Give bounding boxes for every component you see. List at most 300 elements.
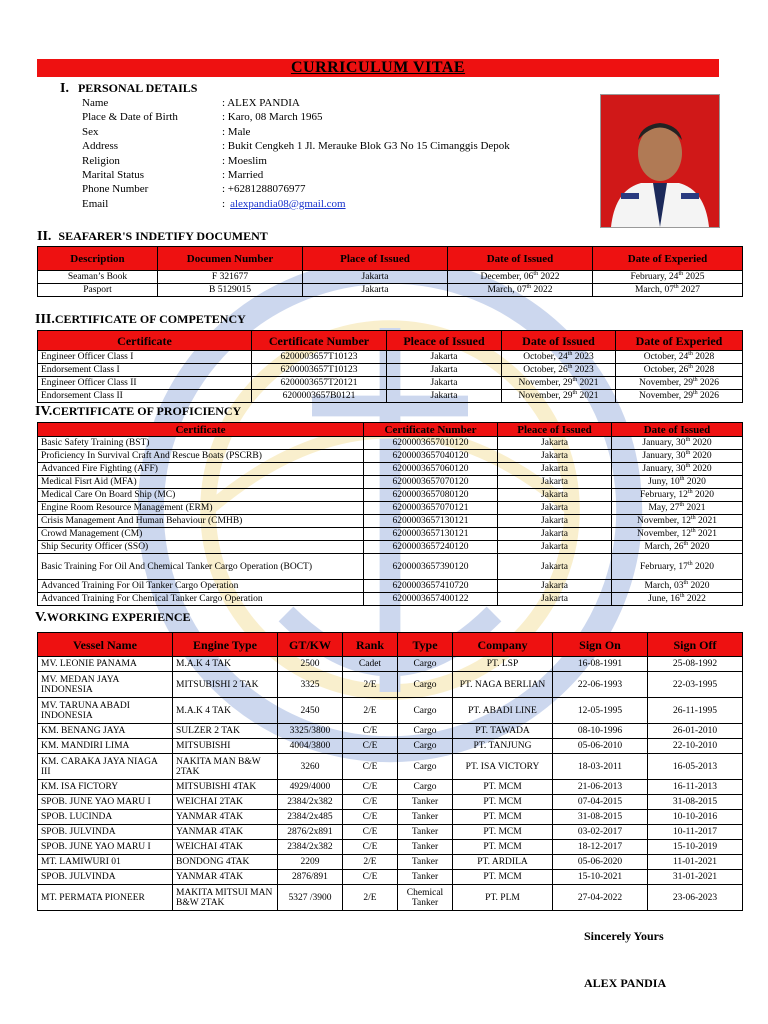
vessel-type: Tanker [398,810,453,825]
sign-off: 11-01-2021 [648,855,743,870]
certificate-name: Crowd Management (CM) [38,528,364,541]
ordinal-suffix: th [687,560,693,567]
sign-off: 31-08-2015 [648,795,743,810]
column-header: Certificate Number [252,331,387,351]
doc-expired: February, 24th 2025 [593,271,743,284]
section-title: PERSONAL DETAILS [77,81,198,95]
sign-off: 25-08-1992 [648,657,743,672]
certificate-place: Jakarta [498,489,612,502]
column-header: Date of Experied [593,247,743,271]
rank: C/E [343,870,398,885]
certificate-name: Advanced Fire Fighting (AFF) [38,463,364,476]
engine-type: WEICHAI 4TAK [173,840,278,855]
section-experience-heading [35,610,191,626]
ordinal-suffix: th [567,350,573,357]
company: PT. MCM [453,810,553,825]
sign-on: 22-06-1993 [553,672,648,698]
certificate-number: 6200003657070120 [364,476,498,489]
sign-on: 18-12-2017 [553,840,648,855]
vessel-type: Chemical Tanker [398,885,453,911]
ordinal-suffix: th [567,363,573,370]
table-row [38,364,743,377]
certificate-number: 6200003657070121 [364,502,498,515]
certificate-name: Basic Training For Oil And Chemical Tanker Cargo Operation (BOCT) [38,554,364,580]
sign-off: 31-01-2021 [648,870,743,885]
certificate-name: Medical Care On Board Ship (MC) [38,489,364,502]
vessel-name: MT. PERMATA PIONEER [38,885,173,911]
certificate-issued: November, 12th 2021 [612,528,743,541]
ordinal-suffix: th [683,540,689,547]
section-title: SEAFARER'S INDETIFY DOCUMENT [58,229,268,243]
ordinal-suffix: th [679,501,685,508]
column-header: Date of Issued [612,423,743,437]
email-link[interactable]: alexpandia08@gmail.com [230,197,346,210]
certificate-issued: January, 30th 2020 [612,463,743,476]
certificate-number: 6200003657010120 [364,437,498,450]
field-label: Name [82,97,109,109]
ordinal-suffix: th [685,436,691,443]
sign-off: 16-05-2013 [648,754,743,780]
proficiency-table [37,422,743,606]
rank: 2/E [343,672,398,698]
column-header: Engine Type [173,633,278,657]
section-title: CERTIFICATE OF COMPETENCY [54,312,246,326]
certificate-place: Jakarta [498,502,612,515]
field-value: : Karo, 08 March 1965 [222,111,323,124]
ordinal-suffix: th [685,462,691,469]
gt-kw: 3325/3800 [278,724,343,739]
page-title: CURRICULUM VITAE [37,59,719,77]
certificate-place: Jakarta [498,554,612,580]
rank: C/E [343,825,398,840]
table-row [38,698,743,724]
section-number: IV. [35,404,53,419]
certificate-number: 6200003657130121 [364,515,498,528]
certificate-issued: March, 26th 2020 [612,541,743,554]
table-row [38,271,743,284]
company: PT. MCM [453,795,553,810]
engine-type: MITSUBISHI [173,739,278,754]
ordinal-suffix: th [572,389,578,396]
certificate-name: Endorsement Class I [38,364,252,377]
gt-kw: 3260 [278,754,343,780]
sign-on: 05-06-2020 [553,855,648,870]
sign-off: 23-06-2023 [648,885,743,911]
column-header: Date of Issued [502,331,616,351]
certificate-number: 6200003657B0121 [252,390,387,403]
certificate-place: Jakarta [498,515,612,528]
certificate-place: Jakarta [387,390,502,403]
vessel-type: Tanker [398,795,453,810]
personal-row [82,154,510,168]
ordinal-suffix: th [683,579,689,586]
certificate-place: Jakarta [498,541,612,554]
sign-off: 16-11-2013 [648,780,743,795]
engine-type: NAKITA MAN B&W 2TAK [173,754,278,780]
ordinal-suffix: th [690,527,696,534]
engine-type: YANMAR 4TAK [173,870,278,885]
field-value: : Male [222,125,251,138]
certificate-issued: May, 27th 2021 [612,502,743,515]
rank: C/E [343,795,398,810]
signature-name: ALEX PANDIA [584,976,667,990]
field-label: Sex [82,125,99,138]
sign-off: 22-10-2010 [648,739,743,754]
section-title: WORKING EXPERIENCE [46,610,191,624]
certificate-number: 6200003657T10123 [252,364,387,377]
table-row [38,351,743,364]
certificate-issued: November, 29th 2021 [502,377,616,390]
gt-kw: 2876/891 [278,870,343,885]
table-row [38,463,743,476]
certificate-issued: February, 17th 2020 [612,554,743,580]
personal-row [82,96,510,110]
doc-description: Seaman’s Book [38,271,158,284]
table-row [38,377,743,390]
table-row [38,825,743,840]
field-value: : Moeslim [222,154,267,167]
gt-kw: 3325 [278,672,343,698]
profile-photo [600,94,720,228]
engine-type: WEICHAI 2TAK [173,795,278,810]
company: PT. MCM [453,840,553,855]
ordinal-suffix: th [690,514,696,521]
certificate-issued: February, 12th 2020 [612,489,743,502]
gt-kw: 2450 [278,698,343,724]
certificate-name: Proficiency In Survival Craft And Rescue Boats (PSCRB) [38,450,364,463]
header-row [38,331,743,351]
table-row [38,515,743,528]
gt-kw: 2384/2x485 [278,810,343,825]
table-row [38,810,743,825]
ordinal-suffix: th [679,592,685,599]
table-row [38,739,743,754]
rank: Cadet [343,657,398,672]
section-seafarer-heading [37,229,268,245]
column-header: Certificate [38,331,252,351]
engine-type: YANMAR 4TAK [173,810,278,825]
column-header: GT/KW [278,633,343,657]
certificate-number: 6200003657400122 [364,593,498,606]
field-label: Religion [82,154,120,167]
certificate-name: Endorsement Class II [38,390,252,403]
company: PT. PLM [453,885,553,911]
field-label: Email [82,197,109,210]
certificate-number: 6200003657240120 [364,541,498,554]
sign-on: 21-06-2013 [553,780,648,795]
vessel-name: KM. CARAKA JAYA NIAGA III [38,754,173,780]
company: PT. TAWADA [453,724,553,739]
company: PT. NAGA BERLIAN [453,672,553,698]
rank: C/E [343,810,398,825]
field-value: : [222,197,226,210]
sign-on: 31-08-2015 [553,810,648,825]
table-row [38,795,743,810]
vessel-name: KM. ISA FICTORY [38,780,173,795]
certificate-expired: November, 29th 2026 [616,377,743,390]
personal-row [82,182,510,196]
ordinal-suffix: th [526,283,532,290]
table-row [38,450,743,463]
certificate-place: Jakarta [498,580,612,593]
field-label: Marital Status [82,168,145,181]
certificate-name: Advanced Training For Chemical Tanker Cargo Operation [38,593,364,606]
column-header: Vessel Name [38,633,173,657]
rank: C/E [343,754,398,780]
table-row [38,502,743,515]
ordinal-suffix: th [687,488,693,495]
gt-kw: 2384/2x382 [278,840,343,855]
doc-place: Jakarta [303,271,448,284]
sign-on: 05-06-2010 [553,739,648,754]
engine-type: BONDONG 4TAK [173,855,278,870]
company: PT. MCM [453,825,553,840]
doc-issued: March, 07th 2022 [448,284,593,297]
field-value: : Married [222,168,264,181]
sign-off: 26-01-2010 [648,724,743,739]
column-header: Documen Number [158,247,303,271]
gt-kw: 2876/2x891 [278,825,343,840]
engine-type: MAKITA MITSUI MAN B&W 2TAK [173,885,278,911]
ordinal-suffix: th [533,270,539,277]
vessel-type: Tanker [398,825,453,840]
rank: C/E [343,780,398,795]
table-row [38,754,743,780]
vessel-type: Cargo [398,739,453,754]
certificate-issued: November, 12th 2021 [612,515,743,528]
table-row [38,593,743,606]
vessel-type: Cargo [398,724,453,739]
vessel-name: SPOB. JUNE YAO MARU I [38,795,173,810]
vessel-type: Tanker [398,840,453,855]
doc-description: Pasport [38,284,158,297]
column-header: Date of Experied [616,331,743,351]
table-row [38,476,743,489]
section-competency-heading [35,312,246,328]
closing-text: Sincerely Yours [584,929,664,943]
sign-on: 03-02-2017 [553,825,648,840]
gt-kw: 5327 /3900 [278,885,343,911]
field-label: Phone Number [82,183,149,196]
gt-kw: 2209 [278,855,343,870]
ordinal-suffix: th [679,475,685,482]
column-header: Place of Issued [303,247,448,271]
header-row [38,633,743,657]
certificate-issued: Juny, 10th 2020 [612,476,743,489]
personal-row [82,125,510,139]
table-row [38,657,743,672]
rank: 2/E [343,698,398,724]
vessel-name: SPOB. JUNE YAO MARU I [38,840,173,855]
sign-off: 10-11-2017 [648,825,743,840]
certificate-expired: November, 29th 2026 [616,390,743,403]
table-row [38,554,743,580]
section-proficiency-heading [35,404,241,420]
section-number: III. [35,312,55,327]
column-header: Certificate Number [364,423,498,437]
doc-expired: March, 07th 2027 [593,284,743,297]
certificate-expired: October, 26th 2028 [616,364,743,377]
column-header: Company [453,633,553,657]
header-row [38,247,743,271]
field-label: Place & Date of Birth [82,111,178,124]
table-row [38,855,743,870]
personal-details-list [82,96,510,211]
table-row [38,885,743,911]
certificate-name: Crisis Management And Human Behaviour (CMHB) [38,515,364,528]
sign-on: 27-04-2022 [553,885,648,911]
personal-row [82,139,510,153]
column-header: Type [398,633,453,657]
vessel-type: Cargo [398,780,453,795]
certificate-place: Jakarta [498,476,612,489]
header-row [38,423,743,437]
table-row [38,528,743,541]
column-header: Rank [343,633,398,657]
personal-row [82,168,510,182]
certificate-place: Jakarta [387,351,502,364]
sign-on: 07-04-2015 [553,795,648,810]
sign-off: 10-10-2016 [648,810,743,825]
column-header: Pleace of Issued [498,423,612,437]
table-row [38,489,743,502]
rank: 2/E [343,885,398,911]
section-number: II. [37,229,52,244]
table-row [38,284,743,297]
rank: C/E [343,724,398,739]
certificate-issued: October, 24th 2023 [502,351,616,364]
vessel-name: SPOB. JULVINDA [38,870,173,885]
personal-row [82,197,510,211]
engine-type: MITSUBISHI 2 TAK [173,672,278,698]
ordinal-suffix: th [688,363,693,370]
company: PT. LSP [453,657,553,672]
doc-issued: December, 06th 2022 [448,271,593,284]
company: PT. ABADI LINE [453,698,553,724]
certificate-name: Engineer Officer Class II [38,377,252,390]
experience-table [37,632,743,911]
engine-type: SULZER 2 TAK [173,724,278,739]
doc-number: F 321677 [158,271,303,284]
column-header: Description [38,247,158,271]
certificate-place: Jakarta [498,528,612,541]
certificate-place: Jakarta [498,593,612,606]
certificate-number: 6200003657080120 [364,489,498,502]
seafarer-document-table [37,246,743,297]
engine-type: M.A.K 4 TAK [173,657,278,672]
field-value: : ALEX PANDIA [222,97,300,109]
certificate-name: Ship Security Officer (SSO) [38,541,364,554]
certificate-name: Medical Fisrt Aid (MFA) [38,476,364,489]
certificate-number: 6200003657390120 [364,554,498,580]
gt-kw: 4004/3800 [278,739,343,754]
sign-on: 08-10-1996 [553,724,648,739]
certificate-name: Basic Safety Training (BST) [38,437,364,450]
engine-type: YANMAR 4TAK [173,825,278,840]
table-row [38,840,743,855]
column-header: Certificate [38,423,364,437]
section-number: V. [35,610,47,625]
certificate-issued: November, 29th 2021 [502,390,616,403]
vessel-name: MT. LAMIWURI 01 [38,855,173,870]
gt-kw: 2384/2x382 [278,795,343,810]
field-label: Address [82,140,119,153]
vessel-name: MV. MEDAN JAYA INDONESIA [38,672,173,698]
certificate-issued: January, 30th 2020 [612,437,743,450]
vessel-name: SPOB. LUCINDA [38,810,173,825]
personal-row [82,110,510,124]
person-photo-icon [601,95,719,227]
sign-on: 12-05-1995 [553,698,648,724]
ordinal-suffix: th [674,283,679,290]
certificate-issued: March, 03th 2020 [612,580,743,593]
vessel-type: Cargo [398,657,453,672]
table-row [38,390,743,403]
certificate-place: Jakarta [498,463,612,476]
rank: C/E [343,840,398,855]
certificate-issued: January, 30th 2020 [612,450,743,463]
table-row [38,724,743,739]
table-row [38,780,743,795]
doc-place: Jakarta [303,284,448,297]
certificate-name: Engineer Officer Class I [38,351,252,364]
certificate-expired: October, 24th 2028 [616,351,743,364]
certificate-number: 6200003657T20121 [252,377,387,390]
field-value: : +6281288076977 [222,183,306,196]
certificate-number: 6200003657040120 [364,450,498,463]
sign-off: 15-10-2019 [648,840,743,855]
section-personal-heading [60,81,197,97]
ordinal-suffix: th [685,449,691,456]
certificate-number: 6200003657060120 [364,463,498,476]
certificate-number: 6200003657T10123 [252,351,387,364]
column-header: Sign Off [648,633,743,657]
certificate-place: Jakarta [387,377,502,390]
gt-kw: 4929/4000 [278,780,343,795]
certificate-number: 6200003657410720 [364,580,498,593]
vessel-name: SPOB. JULVINDA [38,825,173,840]
column-header: Date of Issued [448,247,593,271]
rank: 2/E [343,855,398,870]
sign-on: 15-10-2021 [553,870,648,885]
vessel-name: KM. BENANG JAYA [38,724,173,739]
ordinal-suffix: th [692,389,698,396]
table-row [38,580,743,593]
company: PT. MCM [453,780,553,795]
field-value: : Bukit Cengkeh 1 Jl. Merauke Blok G3 No 15 Cimanggis Depok [222,140,510,153]
company: PT. TANJUNG [453,739,553,754]
vessel-type: Tanker [398,855,453,870]
vessel-type: Cargo [398,672,453,698]
sign-off: 22-03-1995 [648,672,743,698]
column-header: Sign On [553,633,648,657]
vessel-type: Tanker [398,870,453,885]
sign-on: 16-08-1991 [553,657,648,672]
column-header: Pleace of Issued [387,331,502,351]
table-row [38,870,743,885]
vessel-type: Cargo [398,698,453,724]
company: PT. ISA VICTORY [453,754,553,780]
certificate-place: Jakarta [498,437,612,450]
ordinal-suffix: th [688,350,693,357]
certificate-name: Advanced Training For Oil Tanker Cargo Operation [38,580,364,593]
certificate-issued: June, 16th 2022 [612,593,743,606]
vessel-name: MV. LEONIE PANAMA [38,657,173,672]
company: PT. MCM [453,870,553,885]
vessel-name: MV. TARUNA ABADI INDONESIA [38,698,173,724]
certificate-place: Jakarta [387,364,502,377]
rank: C/E [343,739,398,754]
